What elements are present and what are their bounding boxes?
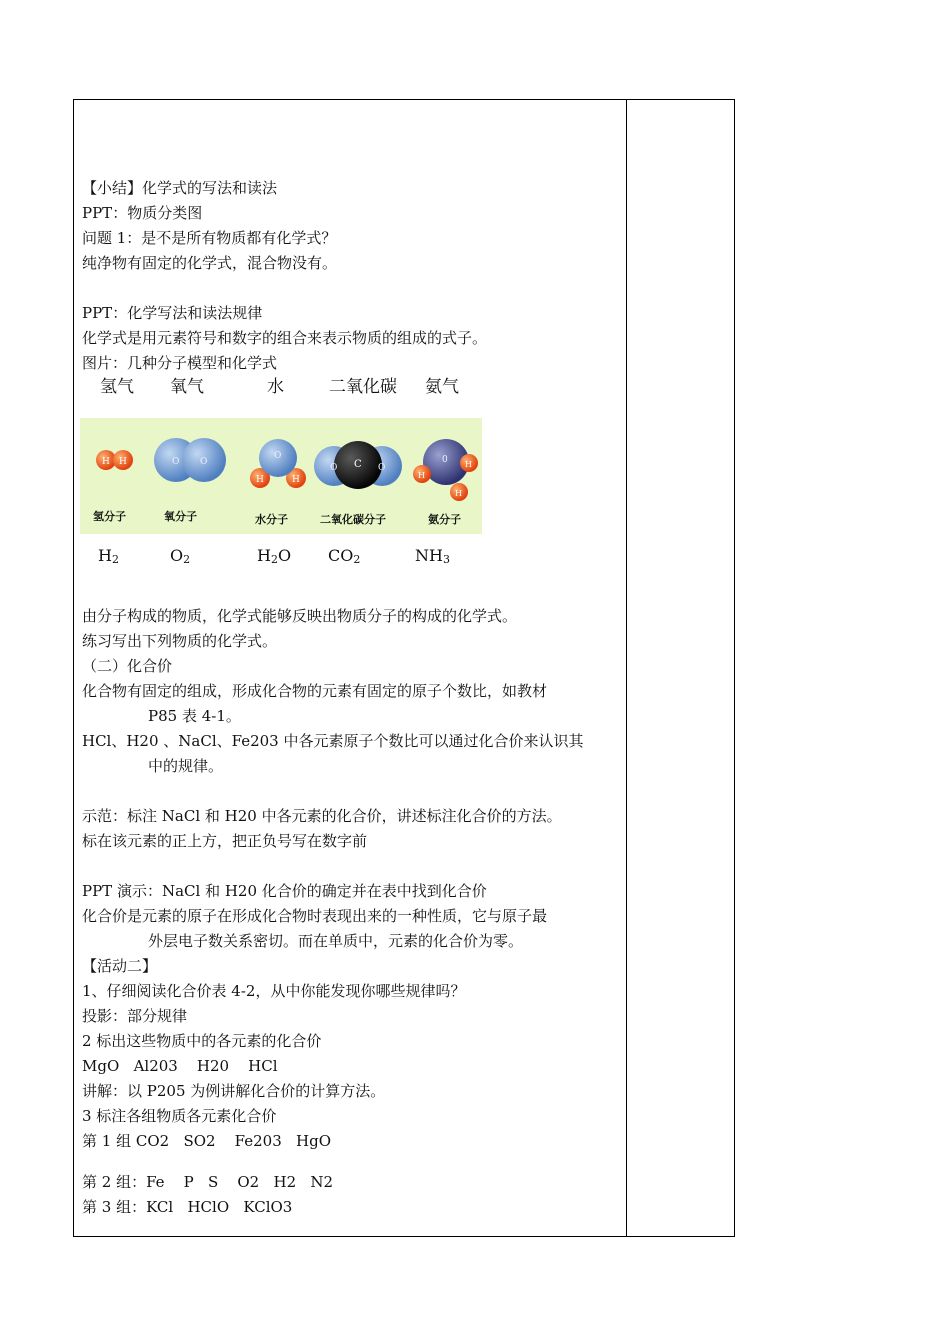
label-hydrogen-molecule: 氢分子: [93, 510, 126, 523]
answer-1: 纯净物有固定的化学式，混合物没有。: [82, 254, 338, 272]
h-atom-letter: H: [418, 471, 425, 480]
definition-line: 化学式是用元素符号和数字的组合来表示物质的组成的式子。: [82, 329, 488, 347]
o-atom-letter: O: [378, 463, 386, 473]
compound-composition-line: 化合物有固定的组成，形成化合物的元素有固定的原子个数比，如教材: [82, 682, 548, 700]
molecule-formula-line: 由分子构成的物质，化学式能够反映出物质分子的构成的化学式。: [82, 607, 518, 625]
ppt-line-1: PPT：物质分类图: [82, 204, 203, 222]
formula-h2o: $H_2O$: [257, 546, 292, 566]
hydrogen-molecule-model: [96, 450, 133, 470]
group-2-line: 第 2 组：Fe P S O2 H2 N2: [82, 1173, 334, 1191]
column-divider: [626, 99, 627, 1237]
valence-heading: （二）化合价: [82, 657, 173, 675]
activity-two-heading: 【活动二】: [82, 957, 158, 975]
formula-nh3: $NH_3$: [415, 546, 450, 566]
molecule-models-image: [80, 418, 482, 534]
o-atom-letter: O: [274, 451, 282, 461]
valence-definition-line: 化合价是元素的原子在形成化合物时表现出来的一种性质，它与原子最: [82, 907, 548, 925]
demo-line: 示范：标注 NaCl 和 H20 中各元素的化合价，讲述标注化合价的方法。: [82, 807, 562, 825]
formula-o2: $O_2$: [170, 546, 191, 566]
oxygen-molecule-model: [154, 438, 226, 482]
compound-composition-line-cont: P85 表 4-1。: [148, 707, 241, 725]
label-oxygen-molecule: 氧分子: [164, 510, 197, 523]
figure-caption: 图片：几种分子模型和化学式: [82, 354, 278, 372]
valence-definition-line-cont: 外层电子数关系密切。而在单质中，元素的化合价为零。: [148, 932, 524, 950]
carbon-dioxide-molecule-model: [314, 441, 402, 489]
compounds-list-1: MgO Al203 H20 HCl: [82, 1057, 278, 1075]
formula-h2: $H_2$: [98, 546, 119, 566]
name-carbon-dioxide: 二氧化碳: [329, 377, 397, 397]
ppt-line-2: PPT：化学写法和读法规律: [82, 304, 263, 322]
h-atom-letter: H: [102, 457, 110, 467]
activity-step-1: 1、仔细阅读化合价表 4-2，从中你能发现你哪些规律吗？: [82, 982, 466, 1000]
n-atom-letter: 0: [442, 455, 448, 465]
h-atom-letter: H: [256, 475, 264, 485]
label-ammonia-molecule: 氨分子: [428, 513, 461, 526]
ppt-demo-line: PPT 演示：NaCl 和 H20 化合价的确定并在表中找到化合价: [82, 882, 487, 900]
atom-ratio-line: HCl、H20 、NaCl、Fe203 中各元素原子个数比可以通过化合价来认识其: [82, 732, 584, 750]
summary-heading: 【小结】化学式的写法和读法: [82, 179, 278, 197]
h-atom-letter: H: [455, 489, 462, 498]
name-oxygen: 氧气: [170, 377, 204, 397]
label-carbon-dioxide-molecule: 二氧化碳分子: [320, 513, 386, 526]
lesson-content: [82, 176, 622, 1220]
name-ammonia: 氨气: [425, 377, 459, 397]
activity-step-3: 3 标注各组物质各元素化合价: [82, 1107, 277, 1125]
name-water: 水: [267, 377, 284, 397]
h-atom-letter: H: [119, 457, 127, 467]
explanation-line: 讲解：以 P205 为例讲解化合价的计算方法。: [82, 1082, 386, 1100]
o-atom-letter: O: [330, 463, 338, 473]
activity-step-2: 2 标出这些物质中的各元素的化合价: [82, 1032, 322, 1050]
atom-ratio-line-cont: 中的规律。: [148, 757, 224, 775]
o-atom-letter: O: [172, 457, 180, 467]
name-hydrogen: 氢气: [100, 377, 134, 397]
practice-line: 练习写出下列物质的化学式。: [82, 632, 278, 650]
c-atom-letter: C: [354, 459, 362, 470]
question-1: 问题 1：是不是所有物质都有化学式？: [82, 229, 337, 247]
label-water-molecule: 水分子: [255, 513, 288, 526]
water-molecule-model: [250, 439, 306, 488]
h-atom-letter: H: [465, 460, 472, 469]
chemical-formulas: [82, 534, 622, 604]
o-atom-letter: O: [200, 457, 208, 467]
group-1-line: 第 1 组 CO2 SO2 Fe203 HgO: [82, 1132, 332, 1150]
group-3-line: 第 3 组：KCl HClO KClO3: [82, 1198, 293, 1216]
h-atom-letter: H: [292, 475, 300, 485]
ammonia-molecule-model: [413, 439, 478, 501]
substance-names: [82, 376, 622, 418]
formula-co2: $CO_2$: [328, 546, 361, 566]
marking-rule-line: 标在该元素的正上方，把正负号写在数字前: [82, 832, 368, 850]
projection-line: 投影：部分规律: [82, 1007, 188, 1025]
